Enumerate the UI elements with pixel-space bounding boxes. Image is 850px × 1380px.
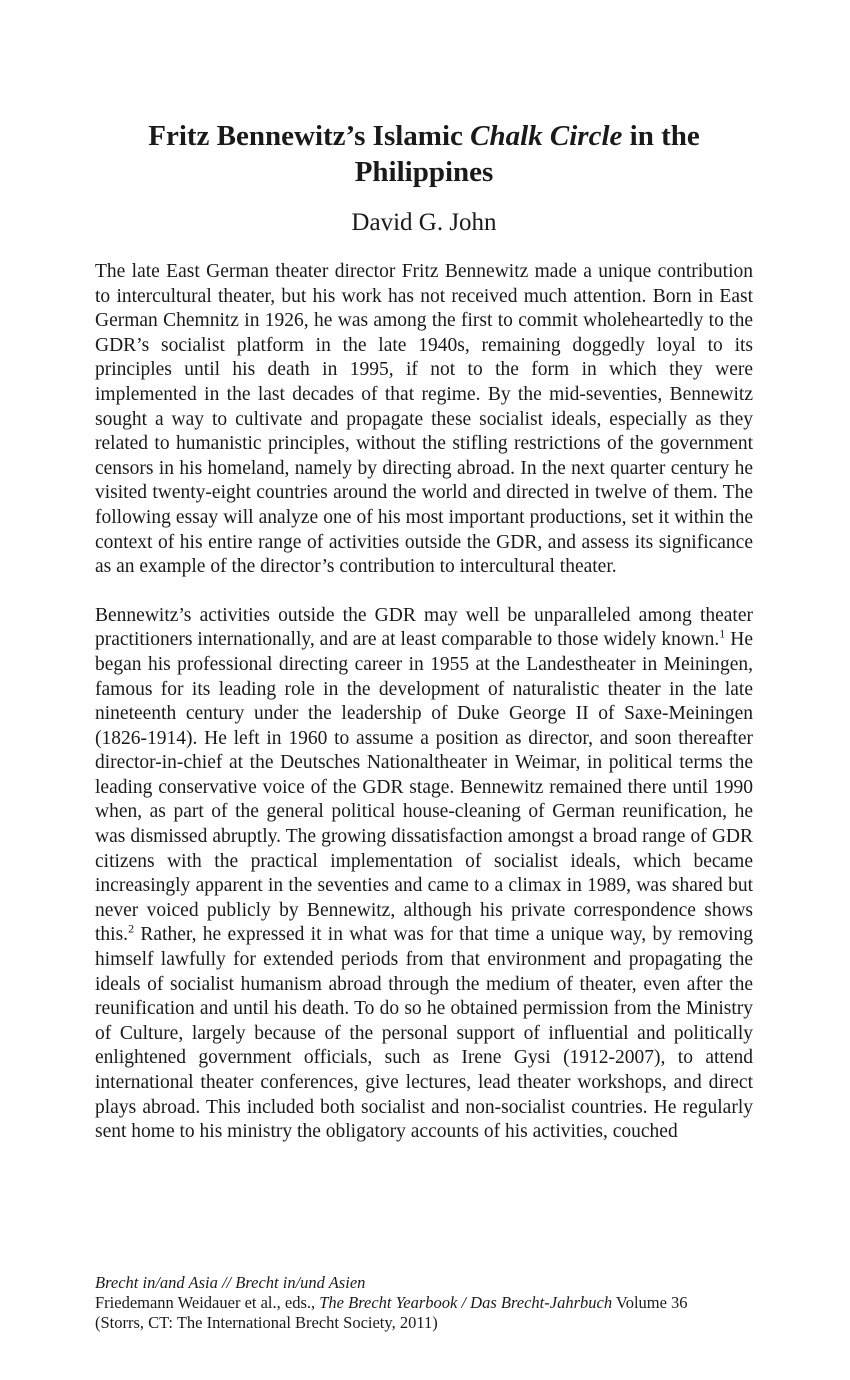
paragraph-2-part-a: Bennewitz’s activities outside the GDR may well be unparalleled among theater practitioners internationally, and are at least comparable to those widely known.: [95, 604, 753, 651]
title-italic-play-name: Chalk Circle: [470, 120, 623, 152]
article-title: [95, 118, 753, 190]
volume-text: Volume 36: [612, 1293, 688, 1312]
footnote-marker-1[interactable]: 1: [719, 626, 726, 641]
article-body: [95, 260, 753, 1145]
article-author: David G. John: [351, 209, 497, 236]
publisher-line: (Storrs, CT: The International Brecht Society, 2011): [95, 1313, 438, 1332]
footnote-marker-2[interactable]: 2: [128, 921, 135, 936]
paragraph-2-part-c: Rather, he expressed it in what was for that time a unique way, by removing himself lawfully for extended periods from that environment and propagating the ideals of socialist humanism abroad through the medium of theater, even after the reunification and until his death. To do so he obtained permission from the Ministry of Culture, largely because of the personal support of influential and politically enlightened government officials, such as Irene Gysi (1912-2007), to attend international theater conferences, give lectures, lead theater workshops, and direct plays abroad. This included both socialist and non-socialist countries. He regularly sent home to his ministry the obligatory accounts of his activities, couched: [95, 924, 753, 1143]
paragraph-2: [95, 604, 753, 1145]
paragraph-1: The late East German theater director Fritz Bennewitz made a unique contribution to intercultural theater, but his work has not received much attention. Born in East German Chemnitz in 1926, he was among the first to commit wholeheartedly to the GDR’s socialist platform in the late 1940s, remaining doggedly loyal to its principles until his death in 1995, if not to the form in which they were implemented in the last decades of that regime. By the mid-seventies, Bennewitz sought a way to cultivate and propagate these socialist ideals, especially as they related to humanistic principles, without the stifling restrictions of the government censors in his homeland, namely by directing abroad. In the next quarter century he visited twenty-eight countries around the world and directed in twelve of them. The following essay will analyze one of his most important productions, set it within the context of his entire range of activities outside the GDR, and assess its significance as an example of the director’s contribution to intercultural theater.: [95, 261, 753, 578]
title-part-2: in the Philippines: [354, 120, 700, 188]
editors-text: Friedemann Weidauer et al., eds.,: [95, 1293, 320, 1312]
article-page: [95, 118, 753, 1145]
series-line: Brecht in/and Asia // Brecht in/und Asien: [95, 1273, 366, 1292]
citation-footer: [95, 1273, 765, 1333]
title-part-1: Fritz Bennewitz’s Islamic: [148, 120, 471, 152]
yearbook-title: The Brecht Yearbook / Das Brecht-Jahrbuch: [319, 1293, 613, 1312]
editors-line: [95, 1293, 765, 1313]
paragraph-2-part-b: He began his professional directing career in 1955 at the Landestheater in Meiningen, famous for its leading role in the development of naturalistic theater in the late nineteenth century under the leadership of Duke George II of Saxe-Meiningen (1826-1914). He left in 1960 to assume a position as director, and soon thereafter director-in-chief at the Deutsches Nationaltheater in Weimar, in political terms the leading conservative voice of the GDR stage. Bennewitz remained there until 1990 when, as part of the general political house-cleaning of German reunification, he was dismissed abruptly. The growing dissatisfaction amongst a broad range of GDR citizens with the practical implementation of socialist ideals, which became increasingly apparent in the seventies and came to a climax in 1989, was shared but never voiced publicly by Bennewitz, although his private correspondence shows this.: [95, 629, 753, 946]
